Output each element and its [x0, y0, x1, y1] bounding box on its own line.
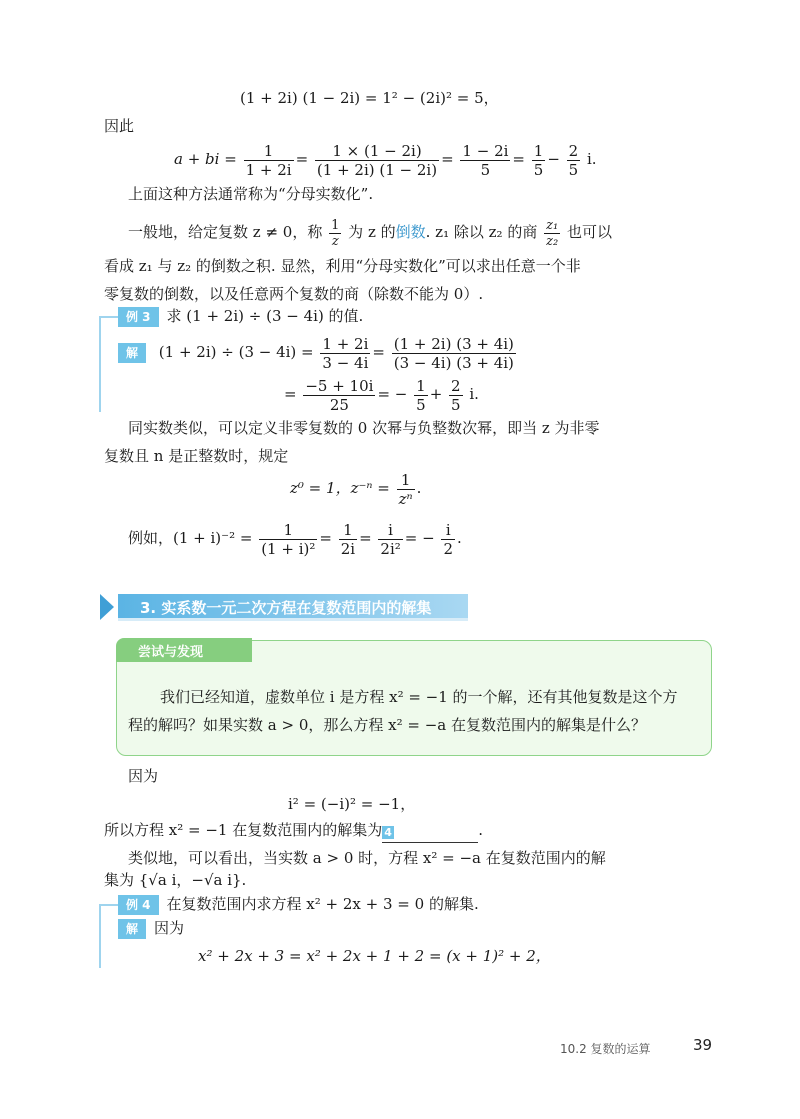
text-power-2: 复数且 n 是正整数时，规定 [104, 447, 289, 465]
fraction: $\frac{2}{5}$ [568, 141, 579, 179]
fraction: $\frac{1 \times (1 - 2i)}{(1 + 2i) (1 - 2i)}$ [316, 141, 438, 179]
eq-lhs: a + bi = [174, 150, 237, 168]
fraction: $\frac{(1 + 2i) (3 + 4i)}{(3 - 4i) (3 + 4i)}$ [393, 334, 514, 372]
explore-tab [116, 638, 252, 662]
text-similar-2: 集为 {√a i，−√a i}. [104, 871, 247, 889]
term-reciprocal: 倒数 [395, 223, 426, 241]
example-badge: 例 3 [118, 307, 159, 327]
example-3 [118, 306, 363, 327]
section-header [100, 590, 472, 624]
footer-section: 10.2 复数的运算 [560, 1042, 651, 1056]
example-bracket-top [99, 316, 119, 318]
fraction: $\frac{\text{z₁}}{\text{z₂}}$ [546, 217, 559, 249]
fraction: $\frac{1}{\text{zⁿ}}$ [398, 470, 413, 508]
equation-product: (1 + 2i) (1 − 2i) = 1² − (2i)² = 5， [240, 89, 499, 107]
fraction: $\frac{i}{\text{2i²}}$ [380, 520, 401, 558]
equation-power-def: z⁰ = 1，z⁻ⁿ = $\frac{1}{\text{zⁿ}}$ . [290, 470, 422, 508]
example-4 [118, 894, 479, 915]
fraction: $\frac{1}{1 + 2i}$ [245, 141, 292, 179]
fraction: $\frac{-5 + 10i}{25}$ [305, 376, 374, 414]
solution-line-1: 解 (1 + 2i) ÷ (3 − 4i) = $\frac{1 + 2i}{3 - 4i}$ = $\frac{(1 + 2i) (3 + 4i)}{(3 - 4i) (3 + 4i)}$ [118, 330, 518, 374]
text-because: 因为 [128, 767, 159, 785]
equation-power-example: 例如，(1 + i)⁻² = $\frac{1}{\text{(1 + i)²}}$ = $\frac{1}{2i}$ = $\frac{i}{\text{2i²}}$ = − $\frac{i}{2}$ . [128, 520, 462, 558]
fraction: $\frac{1}{5}$ [416, 376, 426, 414]
marker-4: 4 [384, 826, 392, 839]
solution-badge: 解 [118, 919, 146, 939]
example-bracket-top [99, 904, 119, 906]
fraction: $\frac{1}{z}$ [331, 217, 340, 249]
solution-line-2: = $\frac{-5 + 10i}{25}$ = − $\frac{1}{5}$ + $\frac{2}{5}$ i. [284, 376, 479, 414]
explore-tab-label: 尝试与发现 [138, 645, 204, 660]
text-reciprocal: 一般地，给定复数 z ≠ 0，称 $\frac{1}{z}$ 为 z 的倒数. z₁ 除以 z₂ 的商 $\frac{\text{z₁}}{\text{z₂}}$ 也可以 [128, 217, 612, 249]
explore-text-2: 程的解吗？如果实数 a > 0，那么方程 x² = −a 在复数范围内的解集是什么？ [128, 716, 646, 734]
fraction: $\frac{1}{2i}$ [340, 520, 356, 558]
text-solution-set: 所以方程 x² = −1 在复数范围内的解集为 4 . [104, 820, 483, 843]
explore-text-1: 我们已经知道，虚数单位 i 是方程 x² = −1 的一个解，还有其他复数是这个方 [160, 688, 678, 706]
equation-i-squared: i² = (−i)² = −1， [288, 795, 416, 813]
answer-blank[interactable] [382, 822, 478, 843]
solution-badge: 解 [118, 343, 146, 363]
fraction: $\frac{1 - 2i}{5}$ [462, 141, 509, 179]
example-problem: 在复数范围内求方程 x² + 2x + 3 = 0 的解集. [166, 895, 479, 913]
text-method: 上面这种方法通常称为“分母实数化”. [128, 185, 374, 203]
fraction: $\frac{i}{2}$ [443, 520, 453, 558]
text-reciprocal-2: 看成 z₁ 与 z₂ 的倒数之积. 显然，利用“分母实数化”可以求出任意一个非 [104, 257, 581, 275]
solution-4-line-1: 解 因为 [118, 918, 184, 939]
text-reciprocal-3: 零复数的倒数，以及任意两个复数的商（除数不能为 0）. [104, 285, 484, 303]
equation-division: a + bi = $\frac{1}{1 + 2i}$ = $\frac{1 \times (1 - 2i)}{(1 + 2i) (1 - 2i)}$ = $\frac{1 - 2i}{5}$ = $\frac{1}{5}$ − $\frac{2}{5}$ i. [174, 141, 597, 179]
fraction: $\frac{1}{\text{(1 + i)²}}$ [261, 520, 316, 558]
text-power-1: 同实数类似，可以定义非零复数的 0 次幂与负整数次幂，即当 z 为非零 [128, 419, 600, 437]
example-bracket [99, 316, 101, 412]
section-title: 3. 实系数一元二次方程在复数范围内的解集 [140, 599, 432, 617]
text-therefore: 因此 [104, 117, 135, 135]
text-similar-1: 类似地，可以看出，当实数 a > 0 时，方程 x² = −a 在复数范围内的解 [128, 849, 606, 867]
section-arrow-icon [100, 594, 114, 620]
example-badge: 例 4 [118, 895, 159, 915]
example-problem: 求 (1 + 2i) ÷ (3 − 4i) 的值. [166, 307, 364, 325]
fraction: $\frac{2}{5}$ [451, 376, 461, 414]
page-number: 39 [693, 1036, 713, 1054]
fraction: $\frac{1}{5}$ [533, 141, 544, 179]
equation-complete-square: x² + 2x + 3 = x² + 2x + 1 + 2 = (x + 1)² + 2， [198, 947, 551, 965]
fraction: $\frac{1 + 2i}{3 - 4i}$ [322, 334, 369, 372]
example-bracket [99, 904, 101, 968]
